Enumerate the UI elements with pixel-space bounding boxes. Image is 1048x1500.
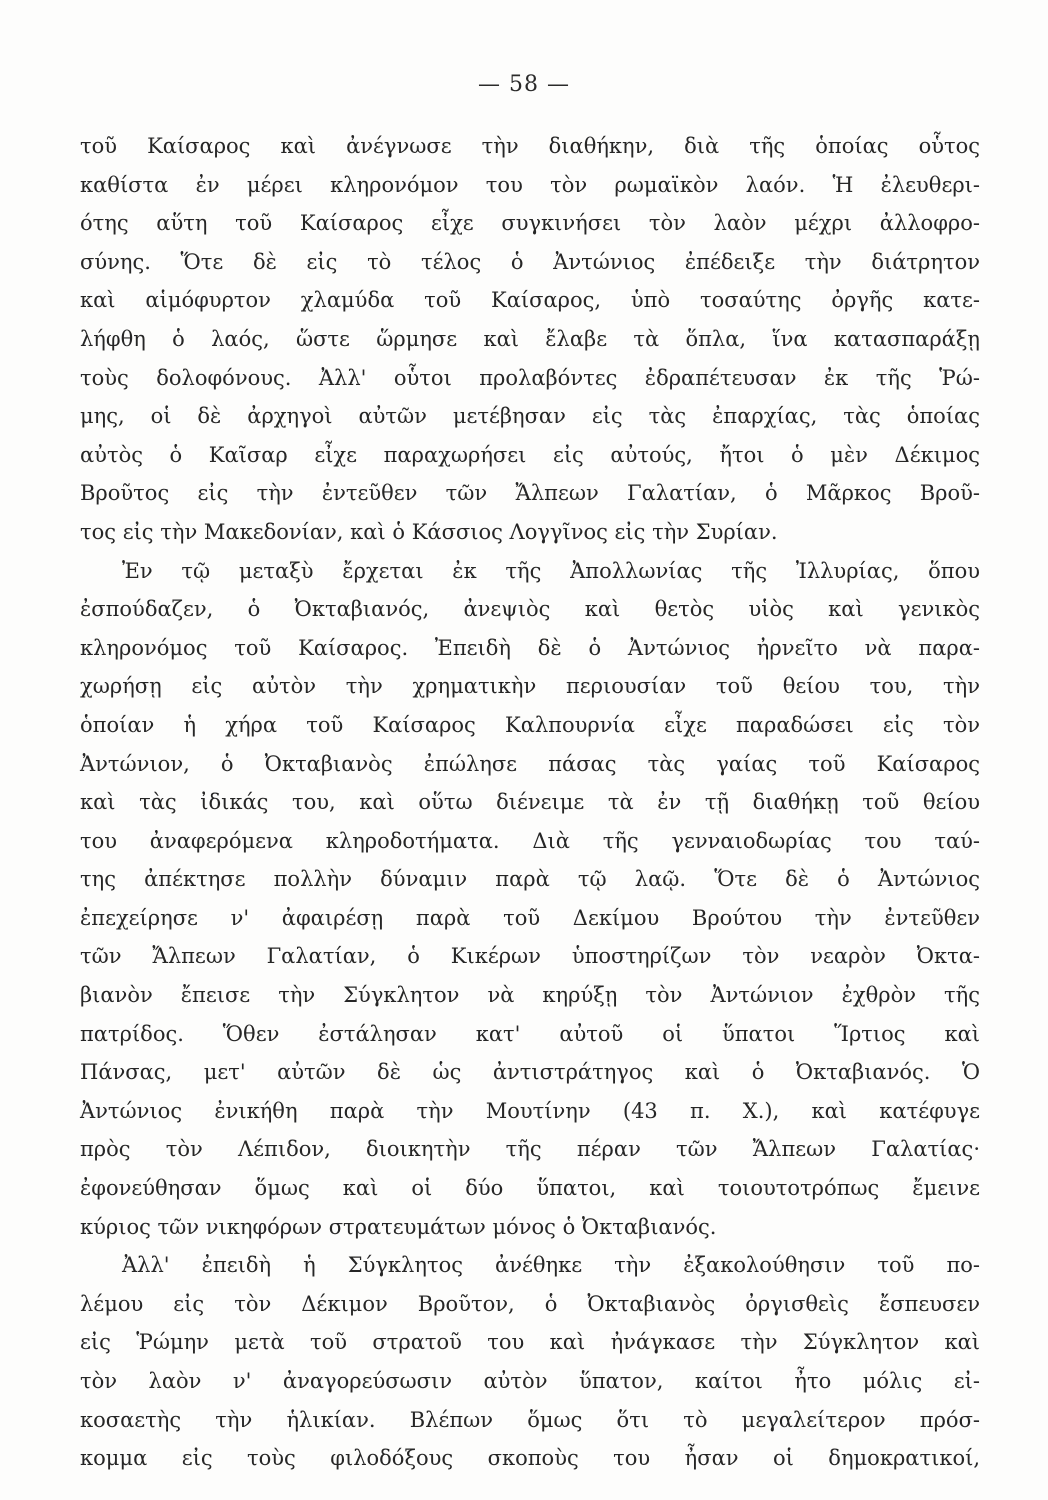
text-line: μης, οἱ δὲ ἀρχηγοὶ αὐτῶν μετέβησαν εἰς τὰς ἐπαρχίας, τὰς ὁποίας (80, 404, 980, 429)
text-line: κληρονόμος τοῦ Καίσαρος. Ἐπειδὴ δὲ ὁ Ἀντώνιος ἠρνεῖτο νὰ παρα- (80, 635, 980, 660)
text-line: λέμου εἰς τὸν Δέκιμον Βροῦτον, ὁ Ὀκταβιανὸς ὀργισθεὶς ἔσπευσεν (80, 1291, 980, 1316)
text-line: καθίστα ἐν μέρει κληρονόμον του τὸν ρωμαϊκὸν λαόν. Ἡ ἐλευθερι- (80, 172, 980, 197)
text-line: χωρήσῃ εἰς αὐτὸν τὴν χρηματικὴν περιουσίαν τοῦ θείου του, τὴν (80, 674, 980, 699)
text-line: βιανὸν ἔπεισε τὴν Σύγκλητον νὰ κηρύξῃ τὸν Ἀντώνιον ἐχθρὸν τῆς (80, 983, 980, 1008)
body-text (80, 127, 980, 1478)
text-line: τοῦ Καίσαρος καὶ ἀνέγνωσε τὴν διαθήκην, διὰ τῆς ὁποίας οὗτος (80, 134, 980, 158)
text-line: ότης αὕτη τοῦ Καίσαρος εἶχε συγκινήσει τὸν λαὸν μέχρι ἀλλοφρο- (80, 211, 980, 236)
text-line: Ἀντώνιον, ὁ Ὀκταβιανὸς ἐπώλησε πάσας τὰς γαίας τοῦ Καίσαρος (80, 751, 980, 776)
text-line: καὶ τὰς ἰδικάς του, καὶ οὕτω διένειμε τὰ ἐν τῇ διαθήκῃ τοῦ θείου (80, 790, 980, 815)
text-line: τοὺς δολοφόνους. Ἀλλ' οὗτοι προλαβόντες ἐδραπέτευσαν ἐκ τῆς Ῥώ- (80, 365, 980, 390)
text-line: εἰς Ῥώμην μετὰ τοῦ στρατοῦ του καὶ ἠνάγκασε τὴν Σύγκλητον καὶ (80, 1330, 980, 1355)
text-line: αὐτὸς ὁ Καῖσαρ εἶχε παραχωρήσει εἰς αὐτούς, ἤτοι ὁ μὲν Δέκιμος (80, 442, 980, 467)
text-line: καὶ αἱμόφυρτον χλαμύδα τοῦ Καίσαρος, ὑπὸ τοσαύτης ὀργῆς κατε- (80, 288, 980, 313)
text-line: Ἀλλ' ἐπειδὴ ἡ Σύγκλητος ἀνέθηκε τὴν ἐξακολούθησιν τοῦ πο- (122, 1253, 980, 1278)
text-line: κοσαετὴς τὴν ἡλικίαν. Βλέπων ὅμως ὅτι τὸ μεγαλείτερον πρόσ- (80, 1407, 980, 1432)
text-line: της ἀπέκτησε πολλὴν δύναμιν παρὰ τῷ λαῷ. Ὅτε δὲ ὁ Ἀντώνιος (80, 867, 980, 892)
text-line: ἐσπούδαζεν, ὁ Ὀκταβιανός, ἀνεψιὸς καὶ θετὸς υἱὸς καὶ γενικὸς (80, 597, 980, 622)
text-line: ἐφονεύθησαν ὅμως καὶ οἱ δύο ὕπατοι, καὶ τοιουτοτρόπως ἔμεινε (80, 1176, 980, 1201)
text-line: τὸν λαὸν ν' ἀναγορεύσωσιν αὐτὸν ὕπατον, καίτοι ἦτο μόλις εἰ- (80, 1369, 980, 1393)
text-line: Πάνσας, μετ' αὐτῶν δὲ ὡς ἀντιστράτηγος καὶ ὁ Ὀκταβιανός. Ὁ (80, 1060, 980, 1085)
text-line: ὁποίαν ἡ χήρα τοῦ Καίσαρος Καλπουρνία εἶχε παραδώσει εἰς τὸν (80, 712, 980, 737)
text-line: κύριος τῶν νικηφόρων στρατευμάτων μόνος ὁ Ὀκταβιανός. (80, 1214, 717, 1239)
text-line: πατρίδος. Ὅθεν ἐστάλησαν κατ' αὐτοῦ οἱ ὕπατοι Ἵρτιος καὶ (80, 1021, 980, 1046)
text-line: Ἀντώνιος ἐνικήθη παρὰ τὴν Μουτίνην (43 π. Χ.), καὶ κατέφυγε (80, 1098, 980, 1123)
text-line: πρὸς τὸν Λέπιδον, διοικητὴν τῆς πέραν τῶν Ἄλπεων Γαλατίας· (80, 1137, 980, 1162)
text-line: κομμα εἰς τοὺς φιλοδόξους σκοποὺς του ἦσαν οἱ δημοκρατικοί, (80, 1446, 980, 1471)
text-line: λήφθη ὁ λαός, ὥστε ὥρμησε καὶ ἔλαβε τὰ ὅπλα, ἵνα κατασπαράξῃ (80, 326, 980, 351)
text-line: σύνης. Ὅτε δὲ εἰς τὸ τέλος ὁ Ἀντώνιος ἐπέδειξε τὴν διάτρητον (80, 249, 980, 274)
text-line: τος εἰς τὴν Μακεδονίαν, καὶ ὁ Κάσσιος Λογγῖνος εἰς τὴν Συρίαν. (80, 519, 778, 544)
text-line: Βροῦτος εἰς τὴν ἐντεῦθεν τῶν Ἄλπεων Γαλατίαν, ὁ Μᾶρκος Βροῦ- (80, 481, 980, 506)
page-number: — 58 — (478, 72, 570, 97)
text-line: τῶν Ἄλπεων Γαλατίαν, ὁ Κικέρων ὑποστηρίζων τὸν νεαρὸν Ὀκτα- (80, 944, 980, 969)
text-line: Ἐν τῷ μεταξὺ ἔρχεται ἐκ τῆς Ἀπολλωνίας τῆς Ἰλλυρίας, ὅπου (122, 558, 980, 583)
text-line: του ἀναφερόμενα κληροδοτήματα. Διὰ τῆς γενναιοδωρίας του ταύ- (80, 828, 980, 853)
text-line: ἐπεχείρησε ν' ἀφαιρέσῃ παρὰ τοῦ Δεκίμου Βρούτου τὴν ἐντεῦθεν (80, 905, 980, 930)
